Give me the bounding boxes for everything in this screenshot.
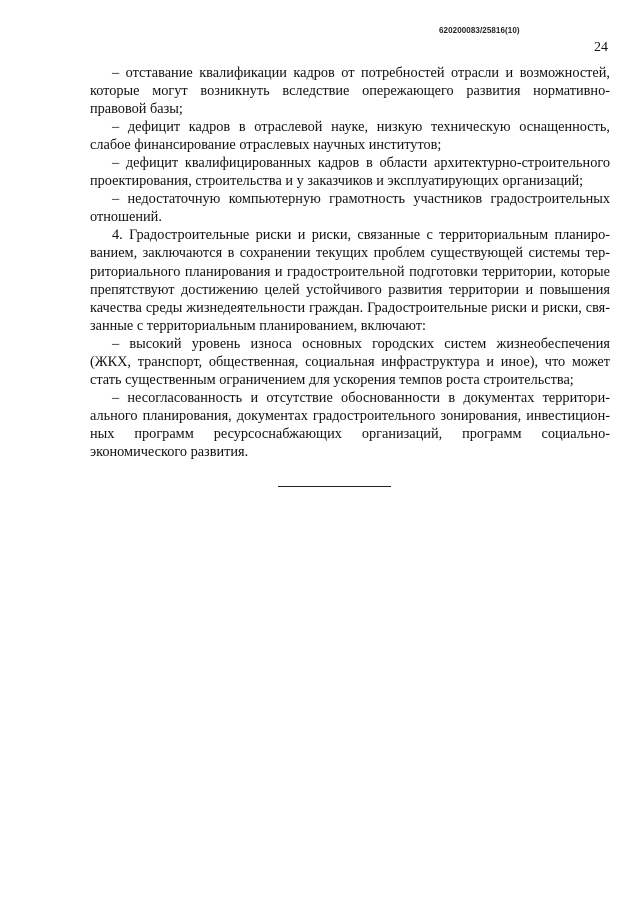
text-line: – недостаточную компьютерную грамотность участников градостроительных: [112, 191, 610, 208]
text-line: отношений.: [90, 209, 162, 226]
text-line: занные с территориальным планированием, включают:: [90, 317, 426, 334]
text-line: – несогласованность и отсутствие обоснованности в документах территори-: [112, 389, 610, 406]
text-line: правовой базы;: [90, 101, 183, 118]
text-line: экономического развития.: [90, 443, 249, 460]
page-number: 24: [594, 40, 608, 55]
text-line: – высокий уровень износа основных городских систем жизнеобеспечения: [112, 335, 610, 352]
text-line: которые могут возникнуть вследствие опережающего развития нормативно-: [90, 83, 610, 100]
text-line: препятствуют достижению целей устойчивого развития территории и повышения: [90, 281, 610, 298]
end-separator-line: [278, 486, 391, 487]
text-line: (ЖКХ, транспорт, общественная, социальная инфраструктура и иное), что может: [90, 353, 610, 370]
text-line: ванием, заключаются в сохранении текущих проблем существующей системы тер-: [90, 245, 610, 262]
text-line: – отставание квалификации кадров от потребностей отрасли и возможностей,: [112, 65, 610, 81]
text-line: ального планирования, документах градостроительного зонирования, инвестицион-: [90, 407, 610, 424]
text-line: стать существенным ограничением для ускорения темпов роста строительства;: [90, 371, 574, 388]
text-line: – дефицит квалифицированных кадров в области архитектурно-строительного: [112, 155, 610, 172]
text-line: проектирования, строительства и у заказчиков и эксплуатирующих организаций;: [90, 173, 584, 190]
text-line: ных программ ресурсоснабжающих организаций, программ социально-: [90, 425, 610, 442]
text-line: риториального планирования и градостроительной подготовки территории, которые: [90, 263, 610, 280]
document-registration-number: 620200083/25816(10): [439, 26, 520, 35]
text-line: 4. Градостроительные риски и риски, связанные с территориальным планиро-: [112, 227, 610, 244]
document-body: [90, 64, 610, 461]
text-line: качества среды жизнедеятельности граждан. Градостроительные риски и риски, свя-: [90, 299, 610, 316]
text-line: – дефицит кадров в отраслевой науке, низкую техническую оснащенность,: [112, 119, 610, 136]
text-line: слабое финансирование отраслевых научных институтов;: [90, 137, 442, 154]
